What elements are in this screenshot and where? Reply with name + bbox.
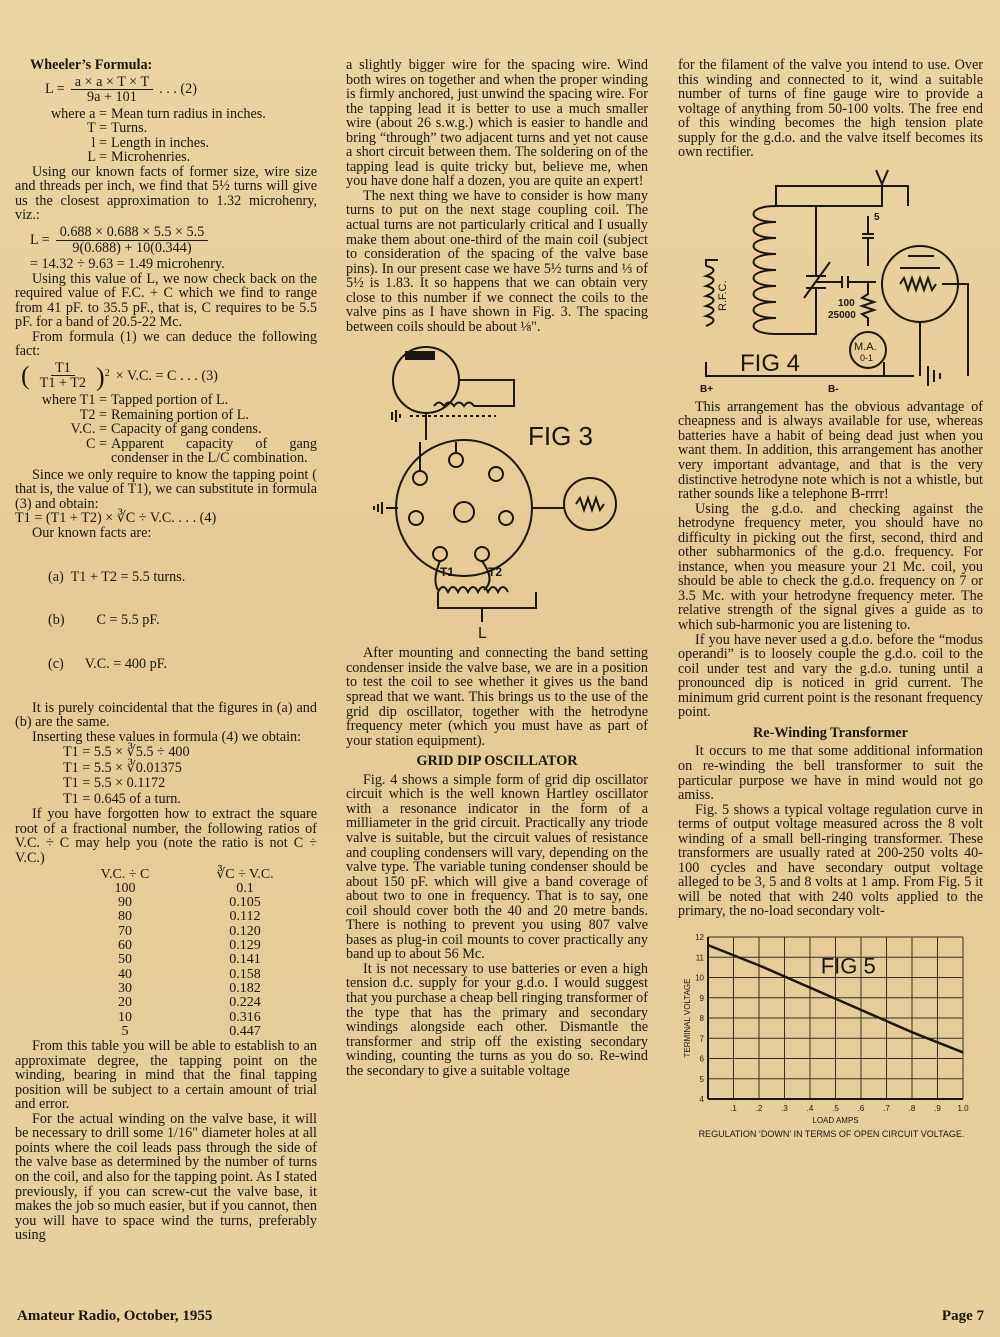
fig5-y-tick-label: 5 [699,1074,704,1084]
fig5-y-tick-label: 7 [699,1034,704,1044]
formula-2-denominator: 9a + 101 [87,89,137,106]
fig4-valve-leads [920,284,968,376]
section-heading-gdo: GRID DIP OSCILLATOR [416,753,578,770]
column-2 [346,58,648,1078]
fig5-x-tick-label: 1.0 [957,1103,969,1113]
fig3-label-t2: T2 [488,565,503,580]
fig4-title: FIG 4 [740,349,801,377]
fig4-tank-coil [754,206,777,334]
paragraph: For the actual winding on the valve base, it will be necessary to drill some 1/16" diameter holes at all points where the coil leads pass through the side of the valve base as determined by the number of turns on the coil, and also for the tapping point. As I stated previously, if you can screw-cut the valve base, it makes the job so much easier, but if you cannot, then you will have to space wind the turns, preferably using [15,1110,317,1244]
definition-row: where a = Mean turn radius in inches. [50,105,266,122]
fig4-label-5: 5 [874,211,880,223]
paragraph: for the filament of the valve you intend to use. Over this winding and connected to it, wind a suitable number of turns of fine gauge wire to provide a voltage of anything from 50-100 volts. The free end of this winding becomes the high tension plate supply for the g.d.o. and the valve itself becomes its own rectifier. [678,57,983,161]
formula-3-fraction [36,361,90,391]
formula-l-fraction [56,225,209,255]
fig3-pin [499,511,513,525]
fact-a: (a) T1 + T2 = 5.5 turns. [48,568,186,585]
fig4-label-ma-range: 0-1 [860,352,874,363]
fig3-valve-base [396,440,532,576]
table-row: 60 0.129 [118,938,261,954]
footer-page-number: Page 7 [941,1308,984,1324]
table-row: 80 0.112 [118,909,261,925]
fig4-plate-grid [900,256,940,268]
table-row: 40 0.158 [118,966,261,982]
fig3-pin [433,547,447,561]
fig5-x-label: LOAD AMPS [812,1115,859,1125]
formula-3 [21,361,317,391]
formula-3-numerator: T1 [51,361,75,377]
fig4-top-wire [776,186,908,206]
fig3-label-t1: T1 [440,565,455,580]
fig3-center-pin [454,502,474,522]
formula-l-result: = 14.32 ÷ 9.63 = 1.49 microhenry. [30,256,225,273]
definition-row: L = Microhenries. [87,149,191,166]
formula-l-value [30,225,317,255]
fig4-label-rfc: R.F.C. [717,280,729,311]
paragraph: If you have never used a g.d.o. before the “modus operandi” is to loosely couple the g.d.o. coil to the coil under test and vary the g.d.o. tuning until a pronounced dip is noticed in grid current. The minimum grid current point is the resonant frequency point. [678,631,983,721]
calc-step: T1 = 5.5 × 0.1172 [63,775,166,792]
formula-l-lhs: L = [30,231,50,248]
fig5-title: FIG 5 [820,953,876,979]
footer-publication: Amateur Radio, October, 1955 [17,1308,213,1324]
fig3-pin [409,511,423,525]
fig3-coil-leads [438,592,536,622]
fig3-pin [413,471,427,485]
definition-row: T = Turns. [87,120,148,137]
fig-5-chart [678,929,983,1139]
fig3-meter-filament [576,498,604,510]
fig-3-diagram [346,340,648,640]
fig3-ground [392,410,400,422]
fig5-y-tick-label: 12 [695,932,704,942]
definition-row: V.C. = Capacity of gang condens. [70,421,262,438]
table-row: 20 0.224 [118,995,261,1011]
paragraph: Fig. 4 shows a simple form of grid dip oscillator circuit which is the well known Hartley oscillator with a resonance indicator in the form of a milliameter in the grid circuit. Practically any triode valve is suitable, but the circuit values of resistance and coupling condensers will vary, depending on the valve type. The variable tuning condenser should be about 150 pF. which will give a band coverage of about two to one in frequency. That is to say, one coil should cover both the 40 and 20 metre bands. There is nothing to prevent you using 807 valve bases as plug-in coil mounts to cover practically any band up to about 56 Mc. [346,771,648,963]
fig4-filament [900,278,936,290]
formula-2-ref: . . . (2) [159,81,197,98]
paragraph: Using this value of L, we now check back on the required value of F.C. + C which we find to range from 41 pF. to 35.5 pF., that is, C requires to be 5.5 pF. for a band of 20.5-22 Mc. [15,270,317,331]
paragraph: If you have forgotten how to extract the square root of a fractional number, the following ratios of V.C. ÷ C may help you (note the ratio is not C ÷ V.C.) [15,806,317,866]
fig4-tank-leads [776,206,816,334]
table-row: 70 0.120 [118,923,261,939]
column-3 [678,58,983,1139]
paragraph: Using our known facts of former size, wire size and threads per inch, we find that 5½ turns will give us the closest approximation to 1.32 microhenry, viz.: [15,163,317,224]
formula-3-rest: × V.C. = C . . . (3) [115,367,218,384]
calculation-steps [63,745,317,806]
fig-4-diagram [678,166,983,394]
table-header: V.C. ÷ C ∛C ÷ V.C. [100,866,274,882]
table-row: 90 0.105 [118,895,261,911]
formula-l-denominator: 9(0.688) + 10(0.344) [72,239,192,256]
fig4-bottom-wire [706,362,914,376]
table-row: 30 0.182 [118,980,261,996]
fig5-x-tick-label: .5 [832,1103,839,1113]
definition-row: T2 = Remaining portion of L. [79,406,249,423]
paragraph: It is not necessary to use batteries or even a high tension d.c. supply for your g.d.o. I would suggest that you purchase a cheap bell ringing transformer of the type that has the primary and secondary windings alongside each other. Dismantle the transformer and strip off the existing secondary winding, counting the turns as you do so. Re-wind the secondary to give a suitable voltage [346,960,648,1079]
fig3-coupling-coil [434,403,494,407]
table-row: 100 0.1 [114,880,254,896]
fig4-ground [928,366,940,386]
fig4-label-25000: 25000 [828,309,856,321]
fig4-feed-condenser [862,216,874,266]
fig5-x-tick-label: .7 [883,1103,890,1113]
paragraph: Using the g.d.o. and checking against the hetrodyne frequency meter, you should have no difficulty in picking out the first, second, third and other subharmonics of the g.d.o. frequency. For instance, when you measure your 21 Mc. coil, you should be able to check the g.d.o. frequency on 7 or 3.5 Mc. with your hetrodyne frequency meter. The relative strength of the signal gives a guide as to which sub-harmonic you are listening to. [678,500,983,634]
fig3-dial-mark [406,352,434,359]
paragraph: After mounting and connecting the band setting condenser inside the valve base, we are in a position to test the coil to see whether it gives us the band spread that we want. This brings us to the use of the grid dip oscillator, together with the hetrodyne frequency meter (which you must have as part of your station equipment). [346,645,648,749]
fig5-y-tick-label: 10 [695,973,704,983]
fig4-antenna [798,170,888,206]
fig5-x-tick-label: .6 [857,1103,865,1113]
fig5-x-tick-label: .2 [755,1103,763,1113]
paragraph: a slightly bigger wire for the spacing wire. Wind both wires on together and when the proper winding is firmly anchored, just unwind the spacing wire. For the tapping lead it is better to use a much smaller wire (about 26 s.w.g.) which is easier to handle and bring “through” two adjacent turns and yet not cause a short circuit between them. The soldering on of the tapping lead is quite tricky but, believe me, when you have done half a dozen, you are quite an expert! [346,57,648,190]
fig3-label-l: L [478,625,487,641]
paragraph: It is purely coincidental that the figures in (a) and (b) are the same. [15,699,317,731]
paragraph: This arrangement has the obvious advantage of cheapness and is always available for use, whereas batteries have a habit of being dead just when you want them. In addition, this arrangement has another very important advantage, and that is the very distinctive hetrodyne note which is not a whistle, but rather sounds like a telephone B-rrrr! [678,398,983,503]
calc-step: T1 = 0.645 of a turn. [63,790,181,807]
formula-l-numerator: 0.688 × 0.688 × 5.5 × 5.5 [56,225,209,241]
definition-row: l = Length in inches. [91,134,210,151]
definition-row: where T1 = Tapped portion of L. [41,392,229,409]
fig4-grid-resistor [862,282,874,326]
fig4-label-ma: M.A. [854,340,877,353]
fig3-ground-left [374,502,398,514]
definitions-1 [15,107,317,165]
fig4-label-100: 100 [838,297,855,309]
fig5-x-tick-label: .9 [934,1103,941,1113]
fig3-pin [475,547,489,561]
fig5-y-tick-label: 11 [695,953,704,963]
calc-step: T1 = 5.5 × ∛0.01375 [63,759,182,776]
table-row: 50 0.141 [118,952,261,968]
section-heading-rewinding: Re-Winding Transformer [753,724,908,741]
paragraph: The next thing we have to consider is how many turns to put on the next stage coupling coil. The actual turns are not particularly critical and I usually make them about one-third of the main coil (subject to consideration of the spacing of the valve base pins). In our present case we have 5½ turns and ⅓ of 5½ is 1.83. It so happens that we can obtain very close to this number if we connect the coils to the valve pins as I have shown in Fig. 3. The spacing between coils should be about ⅛". [346,187,648,335]
ratio-table [65,868,305,1040]
fig5-y-tick-label: 9 [699,993,704,1003]
fig5-y-tick-label: 8 [699,1013,704,1023]
column-1 [15,58,317,1243]
fig5-x-tick-label: .3 [781,1103,788,1113]
fig3-pin [449,453,463,467]
fig3-pin [489,467,503,481]
formula-3-paren-open: ( [21,360,30,390]
fig5-y-label: TERMINAL VOLTAGE [683,978,692,1058]
paragraph: Fig. 5 shows a typical voltage regulation curve in terms of output voltage measured across the 8 volt winding of a small bell-ringing transformer. These transformers are usually rated at 200-250 volts 40-100 cycles and have secondary output voltage alleged to be 3, 5 and 8 volts at 1 amp. From Fig. 5 it will be noted that with 240 volts applied to the primary, the no-load secondary volt- [678,801,983,920]
paragraph: From formula (1) we can deduce the following fact: [15,328,317,360]
fig5-x-tick-label: .8 [908,1103,916,1113]
fig5-y-tick-label: 4 [699,1094,704,1104]
formula-4: T1 = (T1 + T2) × ∛C ÷ V.C. . . . (4) [15,510,217,527]
fig4-label-bplus: B+ [700,383,714,394]
formula-2-fraction [71,75,153,105]
fig5-x-tick-label: .1 [730,1103,737,1113]
fig5-y-tick-label: 6 [699,1054,704,1064]
fig3-title: FIG 3 [528,421,594,452]
paragraph: It occurs to me that some additional information on re-winding the bell transformer to suit the particular purpose we have in mind would not go amiss. [678,743,983,804]
fig5-x-tick-label: .4 [806,1103,814,1113]
table-row: 10 0.316 [118,1009,261,1025]
formula-2-lhs: L = [45,81,65,98]
paragraph: Our known facts are: [32,524,152,541]
definitions-2 [15,393,317,466]
formula-3-denominator: T1 + T2 [39,375,87,392]
fact-b: (b) C = 5.5 pF. [48,612,160,629]
paragraph: From this table you will be able to establish to an approximate degree, the tapping point on the winding, bearing in mind that the final tapping position will be subject to a certain amount of trial and error. [15,1038,317,1113]
fact-c: (c) V.C. = 400 pF. [48,655,168,672]
known-facts [48,541,317,701]
fig3-main-coil [438,587,508,592]
definition-row: C = Apparent capacity of gang condenser in the L/C combination. [85,435,317,467]
section-heading-wheeler: Wheeler’s Formula: [30,57,153,73]
calc-step: T1 = 5.5 × ∛5.5 ÷ 400 [63,744,190,761]
formula-3-paren-close: )$^2$ [96,362,110,392]
paragraph: Since we only require to know the tapping point ( that is, the value of T1), we can substitute in formula (3) and obtain: [15,466,317,512]
table-row: 5 0.447 [121,1023,261,1039]
formula-2 [45,75,317,105]
fig4-label-bminus: B- [828,383,839,394]
fig5-caption: REGULATION ‘DOWN’ IN TERMS OF OPEN CIRCUIT VOLTAGE. [698,1128,965,1139]
paragraph: Inserting these values in formula (4) we obtain: [32,728,302,745]
formula-2-numerator: a × a × T × T [71,75,153,91]
